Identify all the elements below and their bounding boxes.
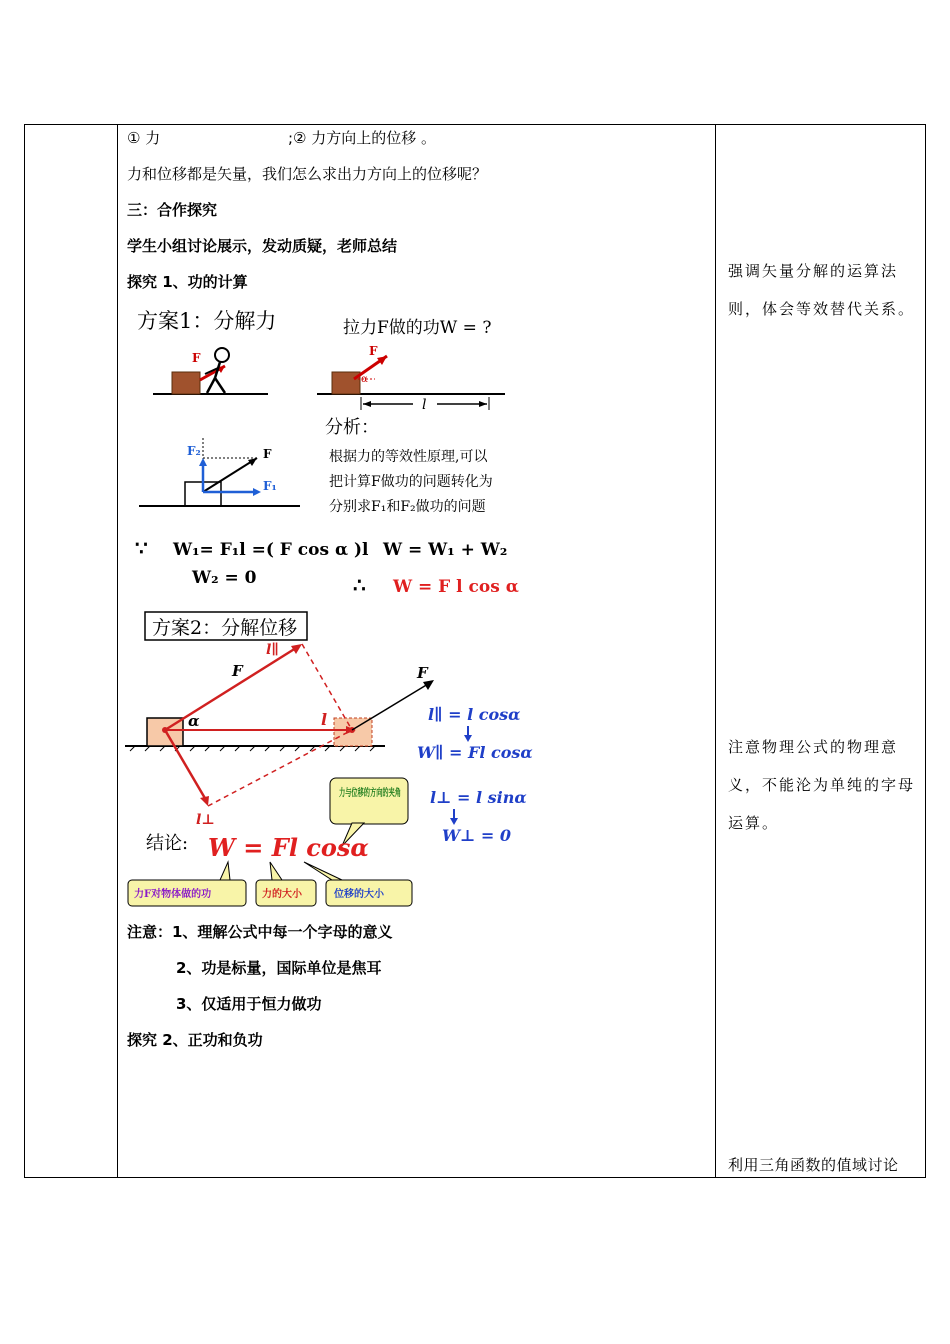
svg-text:力的大小: 力的大小 (262, 889, 302, 900)
figure-decompose-force (125, 300, 545, 600)
svg-text:F₁: F₁ (263, 479, 277, 493)
svg-text:l⊥ = l sinα: l⊥ = l sinα (430, 788, 527, 807)
svg-text:F: F (232, 662, 243, 680)
svg-text:l⊥: l⊥ (196, 812, 215, 828)
note-2: 2、功是标量，国际单位是焦耳 (176, 959, 382, 977)
answer-2: ;② 力方向上的位移 。 (288, 129, 437, 147)
svg-text:F: F (369, 344, 378, 358)
svg-text:W₁= F₁l =( F cos α )l: W₁= F₁l =( F cos α )l (173, 540, 369, 560)
section-heading: 三：合作探究 (127, 201, 218, 219)
svg-text:根据力的等效性原理,可以: 根据力的等效性原理,可以 (329, 449, 488, 465)
svg-text:l∥: l∥ (266, 642, 279, 658)
work-question: 拉力F做的功W = ? (343, 318, 492, 338)
svg-text:F: F (417, 664, 428, 682)
explore-2-heading: 探究 2、正功和负功 (127, 1031, 263, 1049)
svg-text:l: l (321, 710, 328, 729)
column-divider (715, 125, 716, 1177)
svg-text:力F对物体做的功: 力F对物体做的功 (134, 889, 212, 900)
conclusion-label: 结论: (146, 833, 189, 854)
svg-text:l∥ = l cosα: l∥ = l cosα (428, 705, 521, 724)
svg-text:位移的大小: 位移的大小 (334, 889, 384, 900)
svg-text:W = W₁ + W₂: W = W₁ + W₂ (383, 540, 508, 560)
note-3: 3、仅适用于恒力做功 (176, 995, 322, 1013)
work-formula: W = Fl cosα (208, 833, 369, 862)
teaching-note-1: 强调矢量分解的运算法则，体会等效替代关系。 (728, 262, 916, 318)
svg-text:W∥ = Fl cosα: W∥ = Fl cosα (417, 743, 533, 762)
svg-text:W⊥ = 0: W⊥ = 0 (442, 826, 512, 845)
svg-text:F: F (192, 351, 201, 365)
answer-1: ① 力 (127, 129, 161, 147)
svg-text:∴: ∴ (353, 573, 366, 597)
svg-text:W₂ = 0: W₂ = 0 (192, 568, 257, 588)
svg-text:α: α (188, 712, 200, 730)
teaching-note-3: 利用三角函数的值域讨论 (728, 1156, 899, 1174)
person-icon (215, 348, 229, 362)
column-divider (117, 125, 118, 1177)
svg-text:把计算F做功的问题转化为: 把计算F做功的问题转化为 (329, 474, 493, 490)
teaching-note-2: 注意物理公式的物理意义，不能沦为单纯的字母运算。 (728, 738, 916, 832)
group-discussion: 学生小组讨论展示，发动质疑，老师总结 (127, 237, 398, 255)
svg-text:∵: ∵ (135, 536, 148, 560)
svg-text:F: F (263, 447, 272, 461)
svg-text:分别求F₁和F₂做功的问题: 分别求F₁和F₂做功的问题 (329, 499, 486, 515)
svg-text:F₂: F₂ (187, 444, 201, 458)
plan2-title: 方案2：分解位移 (152, 617, 298, 639)
svg-text:l: l (422, 397, 427, 413)
figure-decompose-displacement (120, 604, 540, 910)
svg-text:力与位移的方向的夹角: 力与位移的方向的夹角 (339, 788, 439, 799)
explore-1-heading: 探究 1、功的计算 (127, 273, 248, 291)
note-1: 注意：1、理解公式中每一个字母的意义 (127, 923, 393, 941)
svg-text:α: α (361, 374, 368, 385)
box (172, 372, 200, 394)
svg-text:W = F l cos α: W = F l cos α (393, 577, 519, 597)
question-text: 力和位移都是矢量，我们怎么求出力方向上的位移呢？ (127, 165, 488, 183)
plan1-title: 方案1：分解力 (137, 309, 277, 333)
analysis-title: 分析： (325, 417, 379, 438)
